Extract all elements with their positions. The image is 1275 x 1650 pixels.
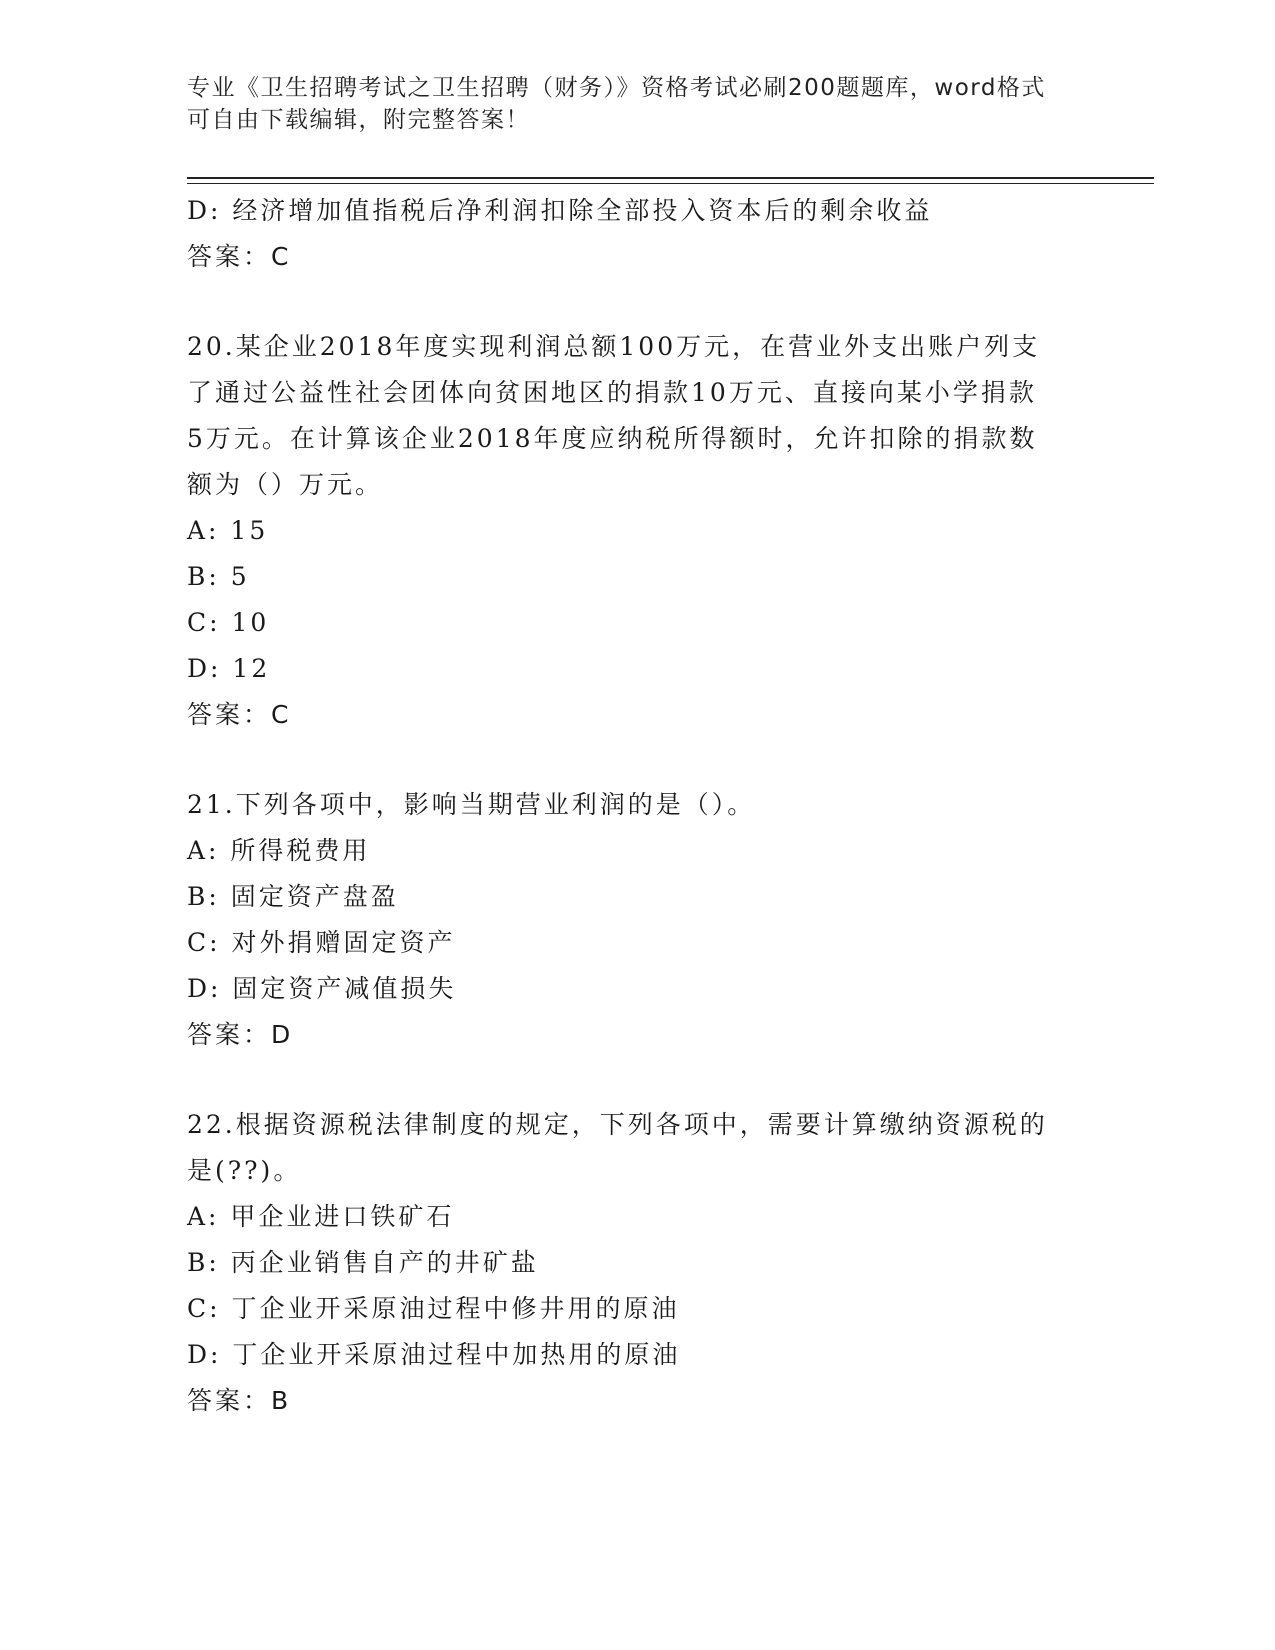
answer: 答案：B xyxy=(187,1386,292,1415)
header-line-1: 专业《卫生招聘考试之卫生招聘（财务）》资格考试必刷200题题库，word格式 xyxy=(187,75,1046,101)
prev-option-d: D: 经济增加值指税后净利润扣除全部投入资本后的剩余收益 xyxy=(187,196,933,225)
question-stem-line: 是(??)。 xyxy=(187,1156,302,1185)
option-d: D: 12 xyxy=(187,654,271,683)
question-stem-line: 21.下列各项中，影响当期营业利润的是（）。 xyxy=(187,790,756,819)
header-rule-thick xyxy=(187,177,1154,179)
question-stem-line: 20.某企业2018年度实现利润总额100万元，在营业外支出账户列支 xyxy=(187,332,1041,361)
header-line-2: 可自由下载编辑，附完整答案！ xyxy=(187,107,530,133)
prev-answer: 答案：C xyxy=(187,242,292,271)
option-a: A: 15 xyxy=(187,516,269,545)
question-stem-line: 了通过公益性社会团体向贫困地区的捐款10万元、直接向某小学捐款 xyxy=(187,378,1037,407)
spacer xyxy=(187,280,1087,324)
option-b: B: 固定资产盘盈 xyxy=(187,882,399,911)
option-d: D: 固定资产减值损失 xyxy=(187,974,457,1003)
question-20 xyxy=(187,324,1087,738)
spacer xyxy=(187,738,1087,782)
option-c: C: 对外捐赠固定资产 xyxy=(187,928,456,957)
option-c: C: 丁企业开采原油过程中修井用的原油 xyxy=(187,1294,680,1323)
answer: 答案：D xyxy=(187,1020,294,1049)
option-b: B: 5 xyxy=(187,562,250,591)
header-rule-thin xyxy=(187,183,1154,184)
option-d: D: 丁企业开采原油过程中加热用的原油 xyxy=(187,1340,681,1369)
answer: 答案：C xyxy=(187,700,292,729)
question-content xyxy=(187,188,1087,1424)
option-a: A: 甲企业进口铁矿石 xyxy=(187,1202,455,1231)
option-c: C: 10 xyxy=(187,608,270,637)
page-header xyxy=(187,72,1067,136)
question-stem-line: 22.根据资源税法律制度的规定，下列各项中，需要计算缴纳资源税的 xyxy=(187,1110,1048,1139)
option-a: A: 所得税费用 xyxy=(187,836,371,865)
option-b: B: 丙企业销售自产的井矿盐 xyxy=(187,1248,539,1277)
spacer xyxy=(187,1058,1087,1102)
question-stem-line: 5万元。在计算该企业2018年度应纳税所得额时，允许扣除的捐款数 xyxy=(187,424,1038,453)
question-22 xyxy=(187,1102,1087,1424)
question-21 xyxy=(187,782,1087,1058)
question-stem-line: 额为（）万元。 xyxy=(187,470,384,499)
